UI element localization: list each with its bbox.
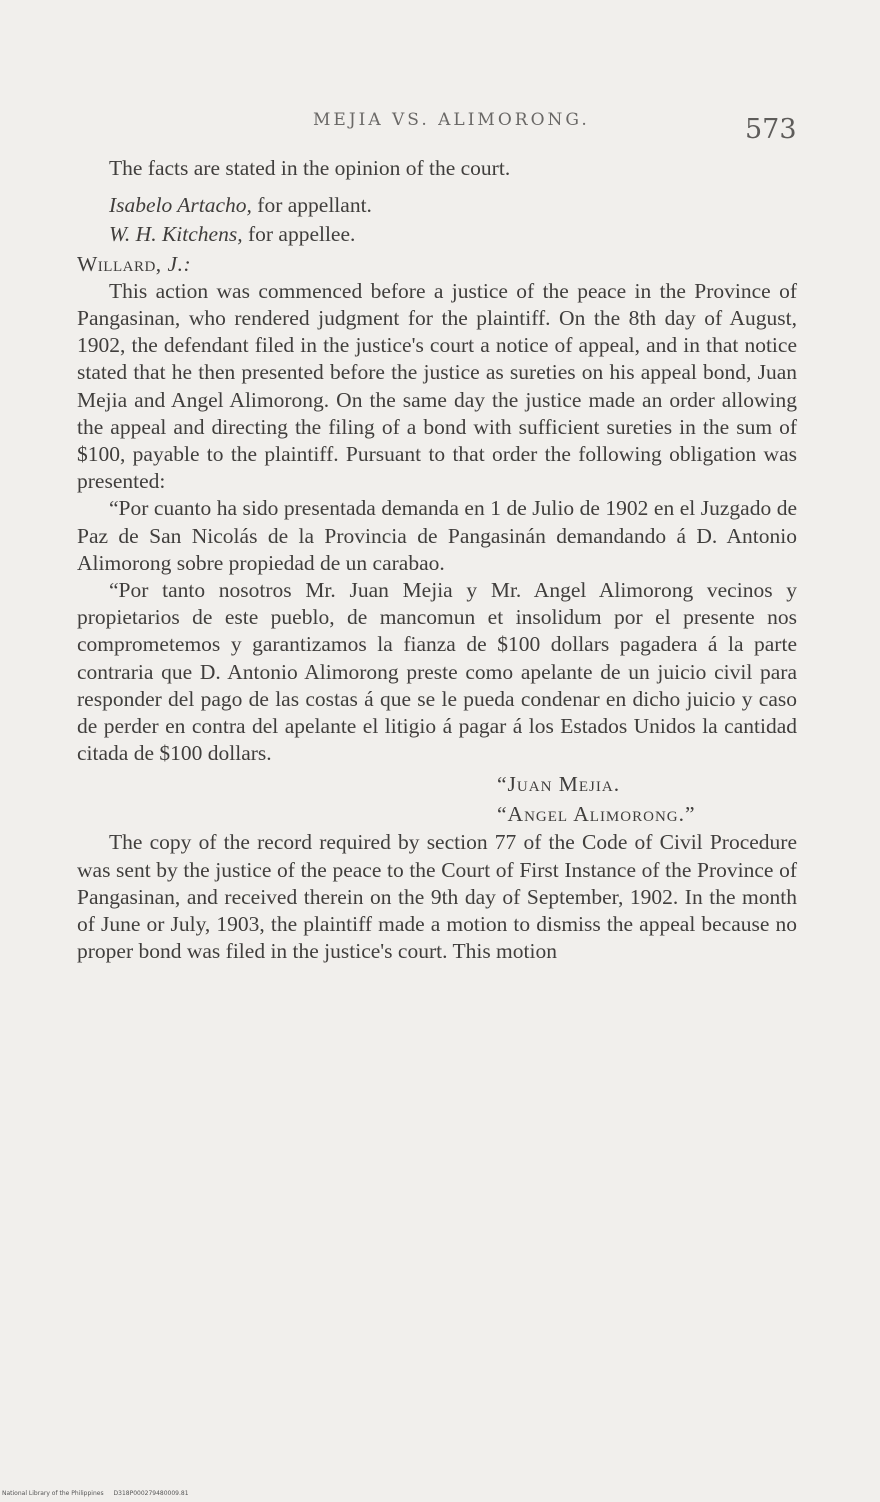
counsel-name: W. H. Kitchens, <box>109 222 243 247</box>
counsel-list <box>77 192 797 248</box>
counsel-appellee <box>109 221 797 248</box>
footer-code: D318P000279480009.81 <box>113 1490 189 1497</box>
page-number: 573 <box>745 114 797 145</box>
counsel-role: for appellee. <box>242 222 356 247</box>
judge-heading <box>77 251 797 278</box>
counsel-name: Isabelo Artacho, <box>109 193 252 218</box>
page-header <box>0 104 880 144</box>
paragraph-1: This action was commenced before a justice of the peace in the Province of Pangasinan, who rendered judgment for the plaintiff. On the 8th day of August, 1902, the defendant filed in the justice's court a notice of appeal, and in that notice stated that he then presented before the justice as sureties on his appeal bond, Juan Mejia and Angel Alimorong. On the same day the justice made an order allowing the appeal and directing the filing of a bond with sufficient sureties in the sum of $100, payable to the plaintiff. Pursuant to that order the following obligation was presented: <box>77 278 797 494</box>
body-text <box>77 155 797 965</box>
judge-suffix: J.: <box>167 251 192 276</box>
signature-angel-alimorong: “Angel Alimorong.” <box>497 802 696 827</box>
judge-name: Willard, <box>77 251 162 276</box>
paragraph-2: The copy of the record required by section 77 of the Code of Civil Procedure was sent by the justice of the peace to the Court of First Instance of the Province of Pangasinan, and received therein on the 9th day of September, 1902. In the month of June or July, 1903, the plaintiff made a motion to dismiss the appeal because no proper bond was filed in the justice's court. This motion <box>77 830 797 964</box>
running-head: MEJIA VS. ALIMORONG. <box>313 110 590 130</box>
facts-statement: The facts are stated in the opinion of the court. <box>109 156 511 180</box>
quote-2: “Por tanto nosotros Mr. Juan Mejia y Mr. Angel Alimorong vecinos y propietarios de este pueblo, de mancomun et insolidum por el presente nos comprometemos y garantizamos la fianza de $100 dollars pagadera á la parte contraria que D. Antonio Alimorong preste como apelante de un juicio civil para responder del pago de las costas á que se le pueda condenar en dicho juicio y caso de perder en contra del apelante el litigio á pagar á los Estados Unidos la cantidad citada de $100 dollars. <box>77 578 797 766</box>
footer-library: National Library of the Philippines <box>2 1490 104 1497</box>
counsel-appellant <box>109 192 797 219</box>
signature-juan-mejia: “Juan Mejia. <box>497 772 621 797</box>
signatures <box>497 769 797 829</box>
quote-1: “Por cuanto ha sido presentada demanda en 1 de Julio de 1902 en el Juzgado de Paz de San Nicolás de la Provincia de Pangasinán demandando á D. Antonio Alimorong sobre propiedad de un carabao. <box>77 496 797 575</box>
page-footer <box>2 1490 197 1497</box>
counsel-role: for appellant. <box>251 193 372 218</box>
